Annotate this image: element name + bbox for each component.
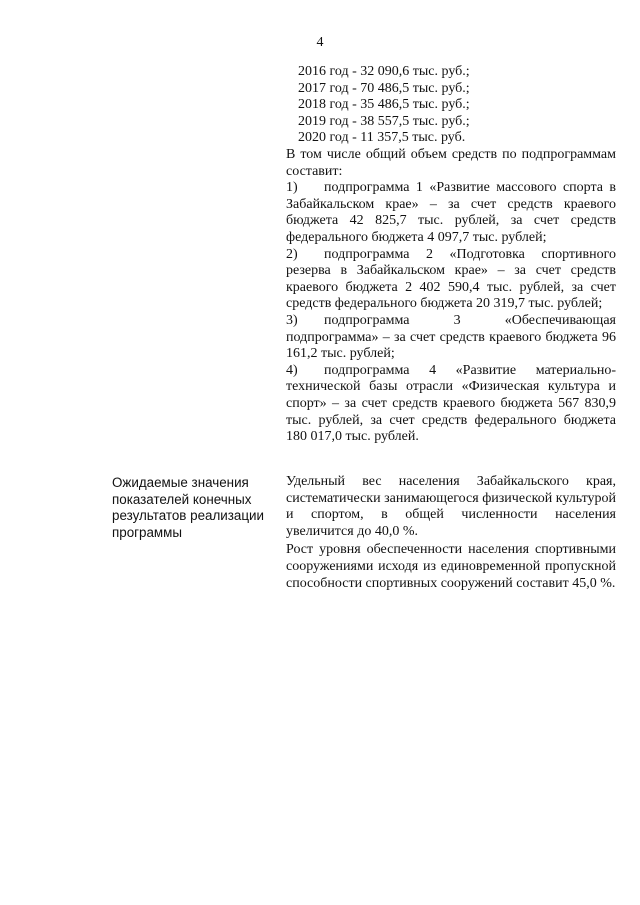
- expected-result-paragraph-1: Удельный вес населения Забайкальского края, систематически занимающегося физической культурой и спортом, в общей численности населения увеличится до 40,0 %.: [286, 474, 616, 539]
- funding-year-2020: 2020 год - 11 357,5 тыс. руб.: [298, 130, 466, 146]
- funding-year-2017: 2017 год - 70 486,5 тыс. руб.;: [298, 80, 470, 96]
- expected-results-block: [286, 474, 616, 592]
- subprogram-text: подпрограмма 4 «Развитие материально-технической базы отрасли «Физическая культура и спорт» – за счет средств краевого бюджета 567 830,9 тыс. рублей, за счет средств федерального бюджета 180 017,0 тыс. рублей.: [286, 362, 616, 445]
- funding-year-2016: 2016 год - 32 090,6 тыс. руб.;: [298, 64, 470, 79]
- subprogram-text: подпрограмма 1 «Развитие массового спорта в Забайкальском крае» – за счет средств краевого бюджета 42 825,7 тыс. рублей, за счет средств федерального бюджета 4 097,7 тыс. рублей;: [286, 180, 616, 245]
- subprogram-item-2: [286, 247, 616, 313]
- expected-result-paragraph-2: Рост уровня обеспеченности населения спортивными сооружениями исходя из единовременной пропускной способности спортивных сооружений составит 45,0 %.: [286, 542, 616, 591]
- funding-year-2018: 2018 год - 35 486,5 тыс. руб.;: [298, 97, 470, 113]
- subprograms-block: [286, 147, 616, 446]
- expected-results-label: Ожидаемые значения показателей конечных результатов реализации программы: [112, 475, 264, 540]
- subprogram-number: 2): [286, 246, 298, 262]
- page-number: 4: [316, 35, 324, 50]
- subprogram-number: 4): [286, 362, 298, 378]
- subprograms-intro: В том числе общий объем средств по подпрограммам составит:: [286, 147, 616, 179]
- funding-year-2019: 2019 год - 38 557,5 тыс. руб.;: [298, 113, 470, 129]
- subprogram-number: 1): [286, 180, 298, 196]
- subprogram-item-4: [286, 363, 616, 446]
- funding-by-year-list: [286, 64, 616, 147]
- subprogram-item-1: [286, 180, 616, 246]
- subprogram-number: 3): [286, 312, 298, 328]
- subprogram-item-3: [286, 313, 616, 363]
- subprogram-text: подпрограмма 2 «Подготовка спортивного резерва в Забайкальском крае» – за счет средств краевого бюджета 2 402 590,4 тыс. рублей, за счет средств федерального бюджета 20 319,7 тыс. рублей;: [286, 246, 616, 312]
- subprogram-text: подпрограмма 3 «Обеспечивающая подпрограмма» – за счет средств краевого бюджета 96 161,2 тыс. рублей;: [286, 312, 616, 362]
